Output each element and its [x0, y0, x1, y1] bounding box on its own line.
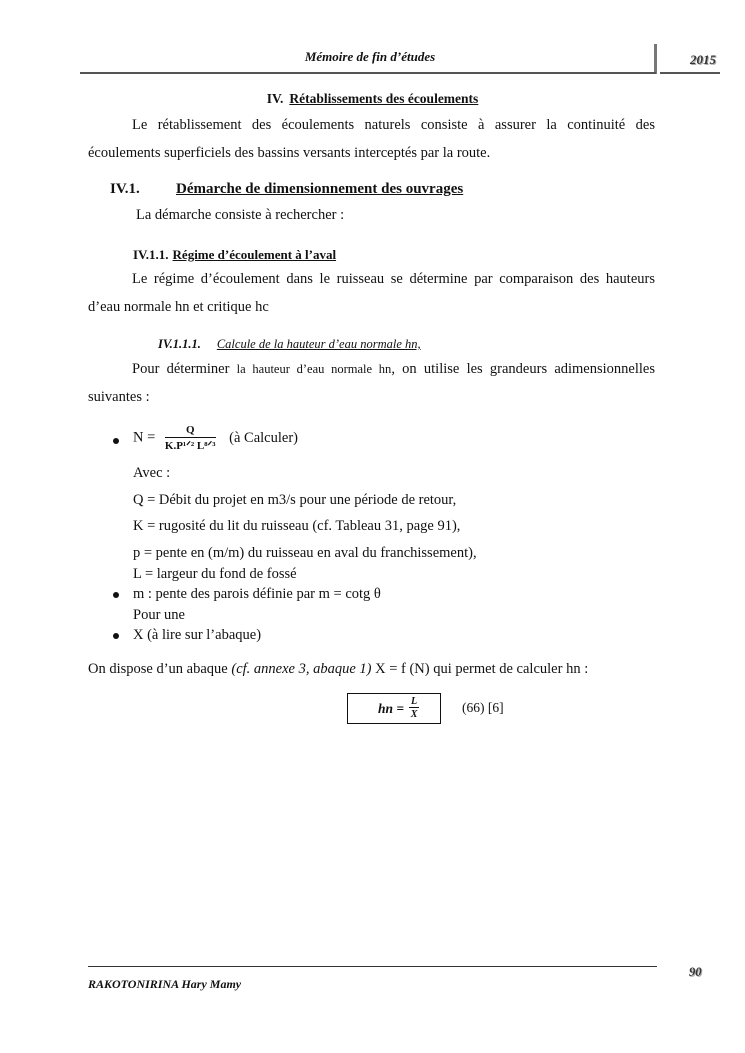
level4-text-small: la hauteur d’eau normale hn: [236, 362, 392, 376]
footer-author: RAKOTONIRINA Hary Mamy: [88, 977, 242, 991]
subsection-number: IV.1.: [110, 181, 140, 197]
bullet: [113, 633, 119, 639]
subsection-heading: [110, 181, 463, 198]
equation-label: hn =: [378, 701, 405, 716]
level4-number: IV.1.1.1.: [158, 337, 201, 351]
level4-text: [88, 355, 655, 411]
header-year: 2015: [690, 52, 716, 67]
equation-numerator: L: [411, 696, 418, 707]
subsubsection-text: Le régime d’écoulement dans le ruisseau se détermine par comparaison des hauteurs d’eau normale hn et critique hc: [88, 271, 655, 315]
m-definition: m : pente des parois définie par m = cotg θ: [133, 586, 381, 602]
x-definition: X (à lire sur l’abaque): [133, 627, 262, 643]
equation-box: [347, 693, 441, 724]
running-header-title: Mémoire de fin d’études: [304, 49, 436, 64]
bullet: [113, 438, 119, 444]
section-heading: [0, 91, 745, 107]
page-number: 90: [689, 965, 702, 979]
abaque-part2: X = f (N) qui permet de calculer hn :: [371, 661, 589, 677]
k-definition: K = rugosité du lit du ruisseau (cf. Tableau 31, page 91),: [133, 518, 461, 534]
section-number: IV.: [266, 91, 284, 106]
level4-text-part1: Pour déterminer: [132, 361, 237, 377]
formula-n-note: (à Calculer): [229, 429, 298, 446]
subsubsection-title: Régime d’écoulement à l’aval: [172, 247, 337, 262]
section-intro: Le rétablissement des écoulements naturels consiste à assurer la continuité des écoulements superficiels des bassins versants interceptés par la route.: [88, 117, 655, 161]
l-definition: L = largeur du fond de fossé: [133, 566, 297, 582]
footer-rule: [88, 966, 657, 967]
abaque-part1: On dispose d’un abaque: [88, 661, 232, 677]
formula-n-fraction: [165, 424, 216, 452]
level4-title: Calcule de la hauteur d’eau normale hn,: [216, 337, 421, 351]
formula-n-numerator: Q: [165, 424, 216, 438]
formula-n-denominator: K.P¹ᐟ² L⁸ᐟ³: [164, 440, 216, 452]
bullet: [113, 592, 119, 598]
level4-heading: [158, 337, 421, 352]
header-divider: [654, 44, 657, 74]
abaque-sentence: [88, 661, 588, 678]
q-definition: Q = Débit du projet en m3/s pour une période de retour,: [133, 492, 457, 508]
equation-denominator: X: [410, 709, 418, 720]
equation-reference: (66) [6]: [462, 700, 504, 715]
header-rule-right: [660, 72, 720, 74]
avec-label: Avec :: [133, 465, 171, 481]
formula-n: [133, 424, 298, 452]
header-rule: [80, 72, 656, 74]
subsubsection-number: IV.1.1.: [133, 247, 169, 262]
abaque-reference: (cf. annexe 3, abaque 1): [231, 661, 372, 677]
pour-une-line: Pour une: [133, 607, 185, 623]
subsection-intro: La démarche consiste à rechercher :: [136, 207, 345, 223]
level4-text-part2: , on utilise les grandeurs adimensionnelles suivantes :: [88, 361, 655, 405]
section-title: Rétablissements des écoulements: [289, 91, 479, 106]
formula-n-prefix: N =: [133, 429, 156, 446]
subsection-title: Démarche de dimensionnement des ouvrages: [176, 181, 464, 197]
subsubsection-heading: [133, 247, 336, 263]
p-definition: p = pente en (m/m) du ruisseau en aval du franchissement),: [133, 545, 477, 561]
equation-fraction: [409, 696, 419, 720]
